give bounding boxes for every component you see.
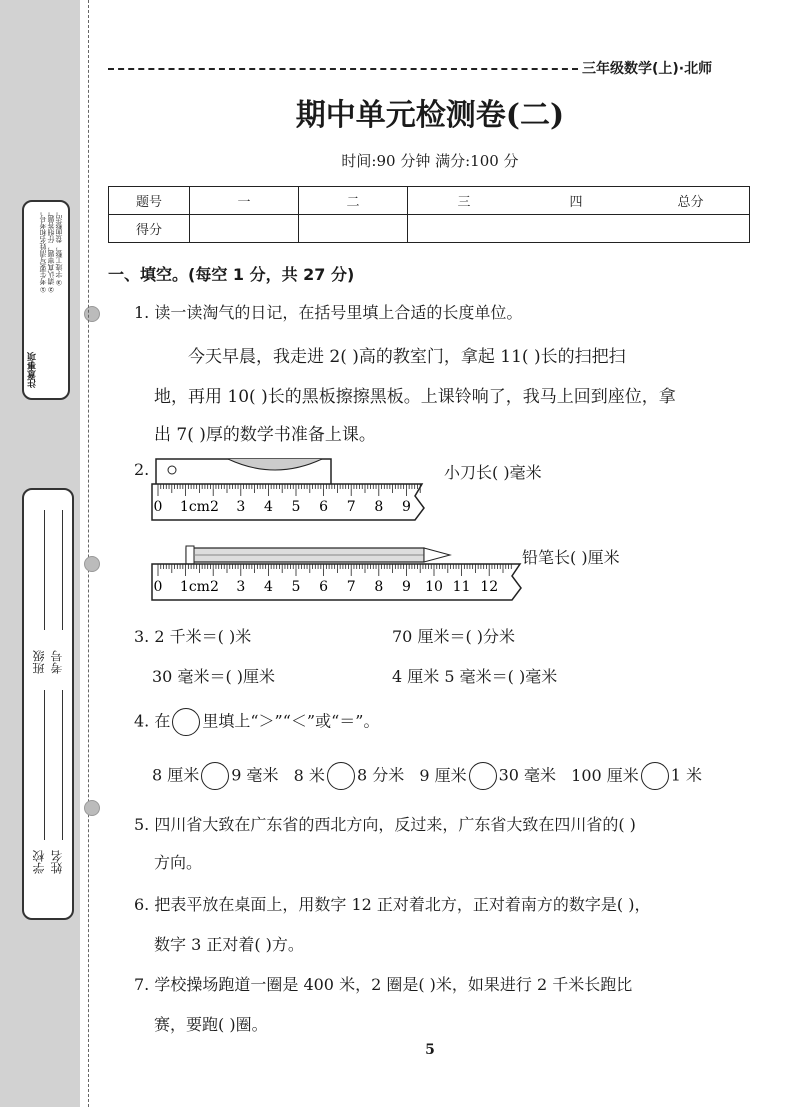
score-cell[interactable] [408,215,521,243]
table-header-cell: 三 [408,187,521,215]
page-title: 期中单元检测卷(二) [295,98,565,133]
question-7-text: 7. 学校操场跑道一圈是 400 米，2 圈是( )米，如果进行 2 千米长跑比 [134,975,633,994]
header-dashline [108,68,578,70]
compare-row [152,762,702,790]
ruler-label: 5 [291,499,301,515]
ruler-label: 11 [452,579,471,595]
ruler-label: 6 [319,579,329,595]
question-4-stem [134,708,379,736]
ruler-label: 8 [374,579,384,595]
binding-hole [84,800,100,816]
ruler-label: 6 [319,499,329,515]
question-7-text: 赛，要跑( )圈。 [154,1015,268,1034]
compare-left: 100 厘米 [571,765,639,785]
score-cell[interactable] [190,215,299,243]
compare-left: 8 厘米 [152,765,200,785]
write-line [62,690,63,840]
question-6-text: 数字 3 正对着( )方。 [154,935,304,954]
question-3d: 4 厘米 5 毫米＝( )毫米 [392,667,558,686]
question-1-text: 出 7( )厚的数学书准备上课。 [154,425,376,445]
score-cell[interactable] [520,215,632,243]
question-1-text: 地，再用 10( )长的黑板擦擦黑板。上课铃响了，我马上回到座位，拿 [154,387,676,407]
table-header-cell: 一 [190,187,299,215]
notes-box [22,200,70,400]
note-3: ③字迹工整，卷面整洁。 [55,208,63,286]
question-1-stem: 1. 读一读淘气的日记，在括号里填上合适的长度单位。 [134,303,523,322]
question-3a: 3. 2 千米＝( )米 [134,627,252,646]
ruler-label: 8 [374,499,384,515]
pencil-end [186,546,194,564]
compare-right: 30 毫米 [498,765,557,785]
table-header-cell: 二 [299,187,408,215]
question-3c: 30 毫米＝( )厘米 [152,667,276,686]
score-cell[interactable] [299,215,408,243]
table-header-cell: 四 [520,187,632,215]
score-table [108,186,750,243]
table-header-cell: 总分 [632,187,750,215]
note-2: ②请认真审题，仔细答题。 [47,208,55,293]
question-4-prefix: 4. 在 [134,711,171,731]
name-label: 姓名 [50,850,64,874]
ruler-label: 9 [401,579,411,595]
compare-right: 8 分米 [356,765,405,785]
score-cell[interactable] [632,215,750,243]
question-3b: 70 厘米＝( )分米 [392,627,516,646]
pencil-ruler-figure [150,540,525,610]
school-label: 学校 [32,850,46,874]
exam-meta: 时间:90 分钟 满分:100 分 [341,152,519,170]
question-6-text: 6. 把表平放在桌面上，用数字 12 正对着北方，正对着南方的数字是( )， [134,895,651,914]
subject-header: 三年级数学(上)·北师 [582,61,713,77]
note-1: ①考生要写清姓名和考号。 [39,208,47,293]
ruler-label: 4 [263,499,273,515]
binding-hole [84,556,100,572]
question-5-text: 5. 四川省大致在广东省的西北方向，反过来，广东省大致在四川省的( ) [134,815,636,834]
ruler-label: 12 [480,579,499,595]
ruler-label: 0 [153,499,163,515]
ruler-label: 4 [263,579,273,595]
ruler-label: 5 [291,579,301,595]
class-label: 班级 [32,650,46,674]
compare-left: 8 米 [293,765,325,785]
question-5-text: 方向。 [154,853,203,872]
page-number: 5 [425,1042,435,1058]
ruler-label: 1cm2 [179,499,219,515]
compare-right: 9 毫米 [231,765,279,785]
question-4-suffix: 里填上“＞”“＜”或“＝”。 [202,711,380,731]
ruler-label: 7 [346,499,356,515]
write-line [62,510,63,630]
ruler-label: 3 [236,579,246,595]
compare-left: 9 厘米 [419,765,467,785]
compare-answer-circle[interactable] [201,762,229,790]
student-info-box [22,488,74,920]
knife-length-question: 小刀长( )毫米 [444,463,542,482]
ruler-label: 1cm2 [179,579,219,595]
pencil-length-question: 铅笔长( )厘米 [522,548,620,567]
pencil-tip [424,548,450,562]
section-heading: 一、填空。(每空 1 分，共 27 分) [108,265,355,284]
table-row-label: 得分 [109,215,190,243]
exam-number-label: 考号 [50,650,64,674]
knife-hole [168,466,176,474]
question-2-number: 2. [134,460,150,479]
compare-answer-circle[interactable] [641,762,669,790]
knife-ruler-figure [150,456,440,526]
ruler-label: 10 [425,579,443,595]
ruler-label: 7 [346,579,356,595]
ruler-label: 9 [401,499,411,515]
question-1-text: 今天早晨，我走进 2( )高的教室门，拿起 11( )长的扫把扫 [188,347,626,367]
binding-hole [84,306,100,322]
write-line [44,510,45,630]
ruler-label: 0 [153,579,163,595]
notes-title: 注意事项 [28,352,38,388]
compare-answer-circle[interactable] [469,762,497,790]
compare-answer-circle[interactable] [327,762,355,790]
ruler-label: 3 [236,499,246,515]
write-line [44,690,45,840]
compare-right: 1 米 [670,765,703,785]
table-header-cell: 题号 [109,187,190,215]
compare-circle-icon [172,708,200,736]
